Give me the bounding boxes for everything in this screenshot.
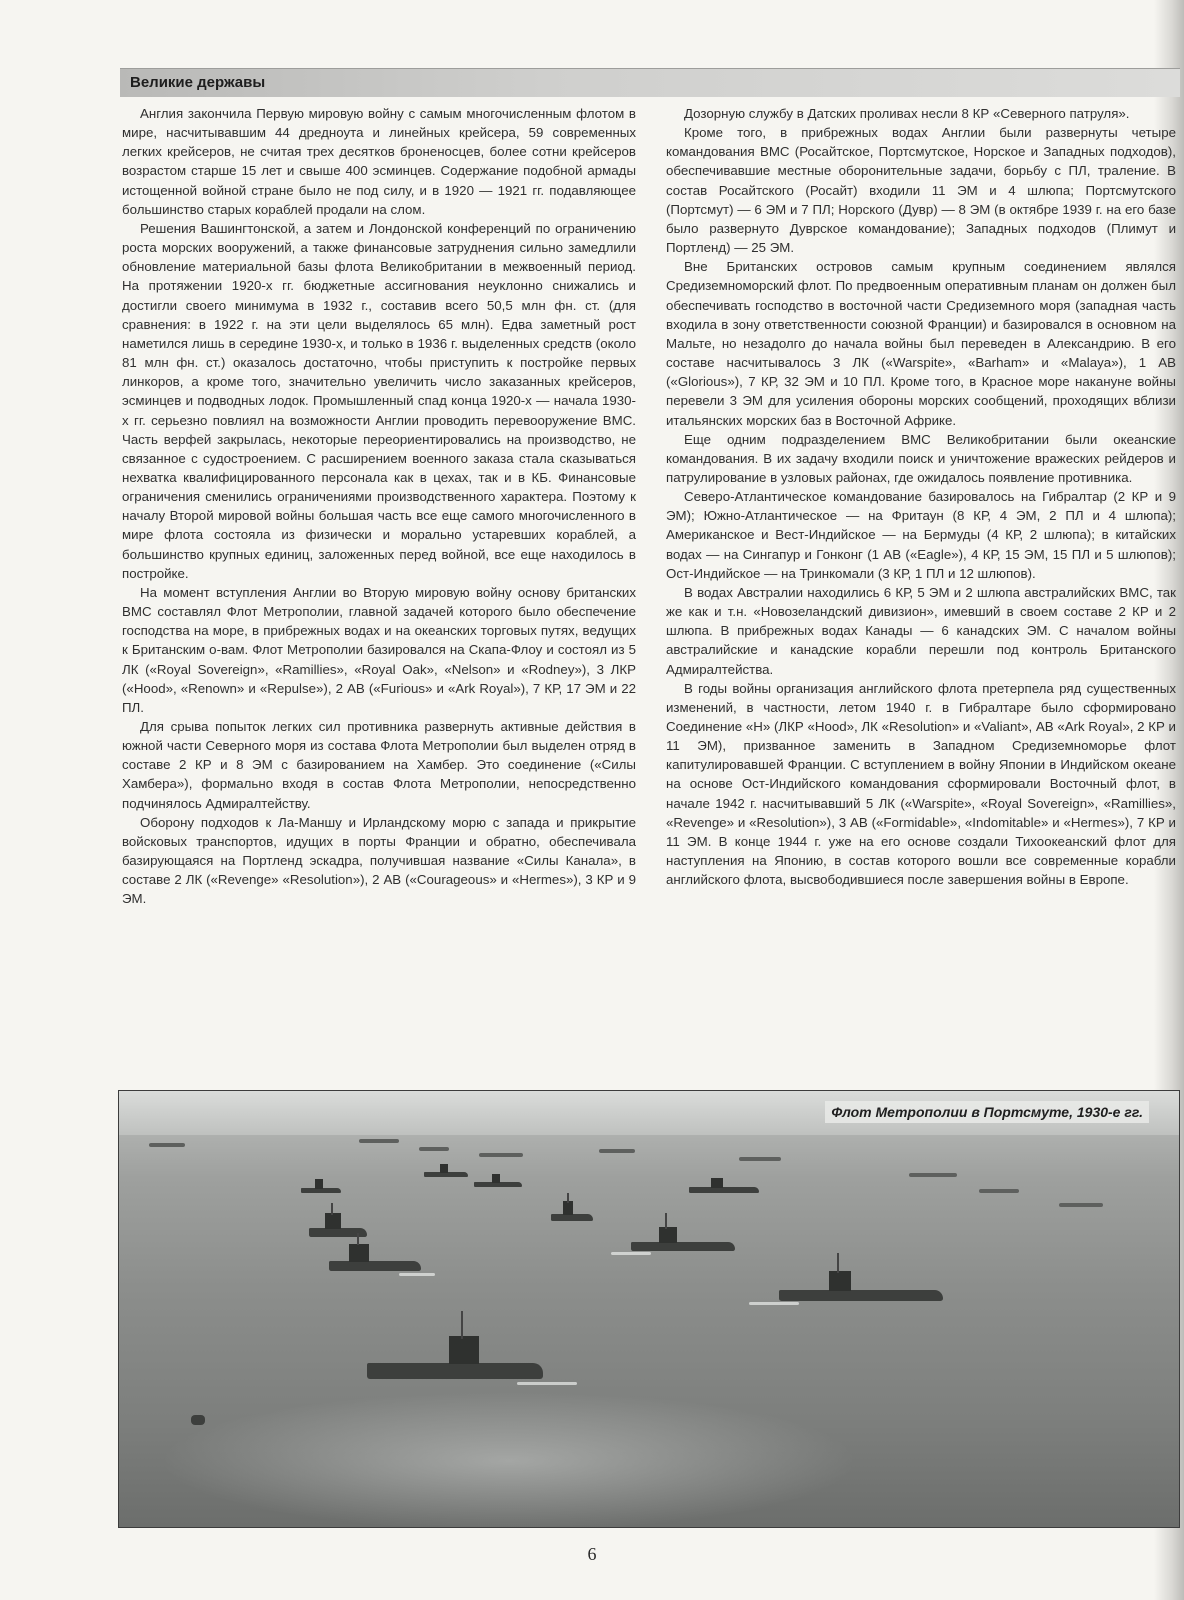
small-boat [191,1413,205,1425]
section-header-bar [120,68,1180,97]
distant-ship [359,1139,399,1143]
warship [329,1231,421,1271]
left-text-column [122,104,636,909]
paragraph: Северо-Атлантическое командование базировалось на Гибралтар (2 КР и 9 ЭМ); Южно-Атлантическое — на Фритаун (8 КР, 4 ЭМ, 2 ПЛ и 4 шлюпа); Американское и Вест-Индийское — на Бермуды (4 КР, 2 шлюпа); в китайских водах — на Сингапур и Гонконг (1 АВ («Eagle»), 4 КР, 15 ЭМ, 15 ПЛ и 5 шлюпов); Ост-Индийское — на Тринкомали (3 КР, 1 ПЛ и 12 шлюпов). [666,489,1176,581]
warship [689,1175,759,1193]
paragraph: В годы войны организация английского флота претерпела ряд существенных изменений, в частности, летом 1940 г. в Гибралтаре было сформировано Соединение «Н» (ЛКР «Hood», ЛК «Resolution» и «Valiant», АВ «Ark Royal», 2 КР и 11 ЭМ), призванное заменить в Западном Средиземноморье флот капитулировавшей Франции. С вступлением в войну Японии в Индийском океане на основе Ост-Индийского командования сформировали Восточный флот, в начале 1942 г. насчитывавший 5 ЛК («Warspite», «Royal Sovereign», «Ramillies», «Revenge» и «Resolution»), 3 АВ («Formidable», «Indomitable» и «Hermes»), 7 КР и 11 ЭМ. В конце 1944 г. уже на его основе создали Тихоокеанский флот для наступления на Японию, в состав которого вошли все современные корабли английского флота, высвободившиеся после завершения войны в Европе. [666,680,1176,888]
warship [551,1191,593,1221]
distant-ship [419,1147,449,1151]
paragraph: Англия закончила Первую мировую войну с самым многочисленным флотом в мире, насчитывавшим 44 дредноута и линейных крейсера, 59 современных легких крейсеров, не считая трех десятков броненосцев, более сотни крейсеров возрастом старше 15 лет и свыше 400 эсминцев. Содержание подобной армады истощенной войной стране было не под силу, и в 1920 — 1921 гг. подавляющее большинство старых кораблей продали на слом. [122,106,636,217]
warship [301,1175,341,1193]
right-text-column [666,104,1176,889]
distant-ship [599,1149,635,1153]
distant-ship [1059,1203,1103,1207]
distant-ship [909,1173,957,1177]
section-title: Великие державы [130,74,266,91]
paragraph: Дозорную службу в Датских проливах несли 8 КР «Северного патруля». [684,106,1130,121]
paragraph: Для срыва попыток легких сил противника развернуть активные действия в южной части Северного моря из состава Флота Метрополии был выделен отряд в составе 2 КР и 8 ЭМ с базированием на Хамбер. Это соединение («Силы Хамбера»), формально входя в состав Флота Метрополии, непосредственно подчинялось Адмиралтейству. [122,719,636,811]
warship [367,1309,543,1379]
paragraph: Кроме того, в прибрежных водах Англии были развернуты четыре командования ВМС (Росайтское, Портсмутское, Норское и Западных подходов), обеспечивавшие местные оборонительные задачи, борьбу с ПЛ, траление. В состав Росайтского (Росайт) входили 11 ЭМ и 4 шлюпа; Портсмутского (Портсмут) — 6 ЭМ и 7 ПЛ; Норского (Дувр) — 8 ЭМ (в октябре 1939 г. на его базе было развернуто Дуврское командование); Западных подходов (Плимут и Портленд) — 25 ЭМ. [666,125,1176,256]
warship [474,1171,522,1187]
warship [631,1211,735,1251]
photo-water-glare [159,1391,859,1528]
warship [779,1251,943,1301]
photo-caption: Флот Метрополии в Портсмуте, 1930-е гг. [825,1101,1149,1123]
paragraph: Еще одним подразделением ВМС Великобритании были океанские командования. В их задачу входили поиск и уничтожение вражеских рейдеров и патрулирование в узловых районах, где ожидалось появление противника. [666,431,1176,485]
distant-ship [479,1153,523,1157]
paragraph: Решения Вашингтонской, а затем и Лондонской конференций по ограничению роста морских вооружений, а также финансовые затруднения сильно замедлили обновление материальной базы флота Великобритании в межвоенный период. На протяжении 1920-х гг. бюджетные ассигнования неуклонно снижались и достигли своего минимума в 1932 г., составив всего 50,5 млн фн. ст. (для сравнения: в 1922 г. на эти цели выделялось 65 млн). Едва заметный рост наметился лишь в середине 1930-х, и только в 1936 г. выделенных средств (около 81 млн фн. ст.) оказалось достаточно, чтобы приступить к постройке первых линкоров, а кроме того, значительно увеличить число заказанных крейсеров, эсминцев и подводных лодок. Промышленный спад конца 1920-х — начала 1930-х гг. серьезно повлиял на возможности Англии проводить перевооружение ВМС. Часть верфей закрылась, некоторые переориентировались на производство, не связанное с судостроением. С расширением военного заказа стала сказываться нехватка квалифицированного персонала как в цехах, так и в КБ. Финансовые ограничения сменились ограничениями производственного характера. Поэтому к началу Второй мировой войны большая часть все еще самого многочисленного в мире флота состояла из физически и морально устаревших кораблей, а большинство крупных единиц, заложенных перед войной, все еще находилось в постройке. [122,220,636,581]
distant-ship [979,1189,1019,1193]
warship [424,1161,468,1177]
paragraph: На момент вступления Англии во Вторую мировую войну основу британских ВМС составлял Флот Метрополии, главной задачей которого было обеспечение господства на море, в прибрежных водах и на океанских торговых путях, ведущих к Британским о-вам. Флот Метрополии базировался на Скапа-Флоу и состоял из 5 ЛК («Royal Sovereign», «Ramillies», «Royal Oak», «Nelson» и «Rodney»), 3 ЛКР («Hood», «Renown» и «Repulse»), 2 АВ («Furious» и «Ark Royal»), 7 КР, 17 ЭМ и 22 ПЛ. [122,584,636,715]
distant-ship [149,1143,185,1147]
page-number: 6 [587,1544,597,1564]
paragraph: Оборону подходов к Ла-Маншу и Ирландскому морю с запада и прикрытие войсковых транспортов, идущих в порты Франции и обратно, обеспечивала базирующаяся на Портленд эскадра, получившая название «Силы Канала», в составе 2 ЛК («Revenge» «Resolution»), 2 АВ («Courageous» и «Hermes»), 3 КР и 9 ЭМ. [122,814,636,907]
paragraph: В водах Австралии находились 6 КР, 5 ЭМ и 2 шлюпа австралийских ВМС, так же как и т.н. «Новозеландский дивизион», имевший в своем составе 2 КР и 2 шлюпа. В прибрежных водах Канады — 6 канадских ЭМ. С началом войны австралийские и канадские корабли перешли под контроль Британского Адмиралтейства. [666,584,1176,677]
distant-ship [739,1157,781,1161]
fleet-photo [118,1090,1180,1528]
paragraph: Вне Британских островов самым крупным соединением являлся Средиземноморский флот. По предвоенным оперативным планам он должен был обеспечивать господство в восточной части Средиземного моря (западная часть входила в зону ответственности союзной Франции) и базировался в основном на Мальте, но незадолго до начала войны был переведен в Александрию. В его составе насчитывалось 3 ЛК («Warspite», «Barham» и «Malaya»), 1 АВ («Glorious»), 7 КР, 32 ЭМ и 10 ПЛ. Кроме того, в Красное море накануне войны перевели 3 ЭМ для усиления обороны морских сообщений, проходящих вблизи итальянских морских баз в Восточной Африке. [666,259,1176,428]
